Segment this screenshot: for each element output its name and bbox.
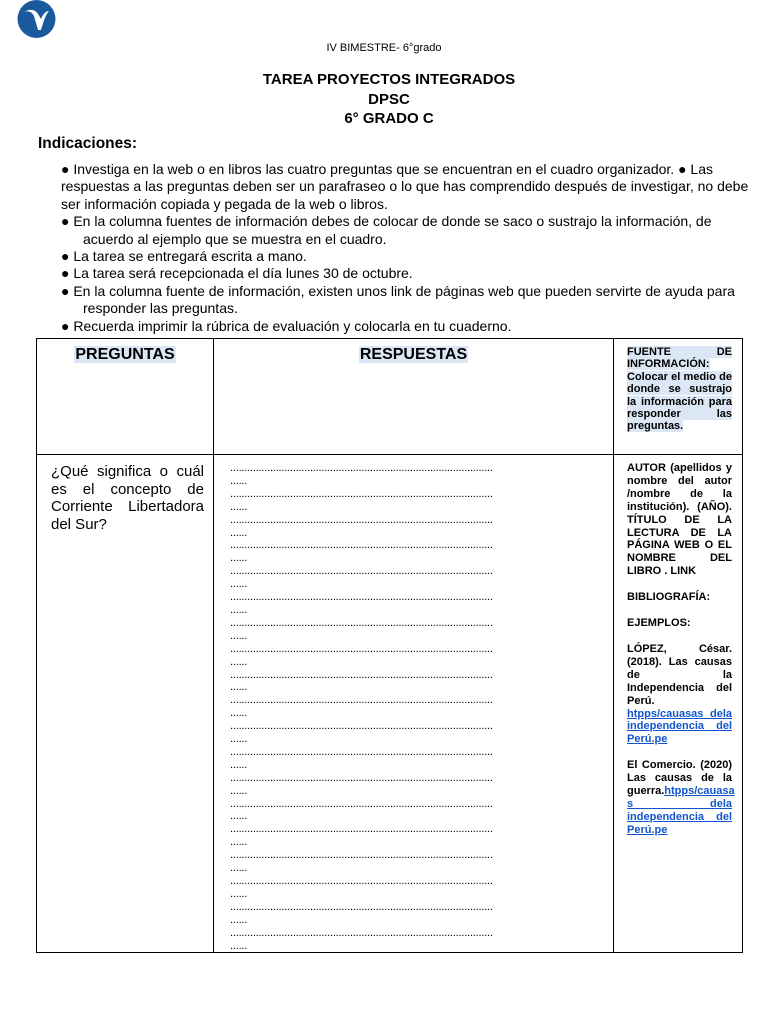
answer-line: ............................................................................................ — [230, 591, 493, 604]
title-line-3: 6° GRADO C — [344, 110, 434, 127]
answer-line-tail: ...... — [230, 887, 248, 900]
example-2-link[interactable]: htpps/cauasa s dela independencia del Perú.pe — [627, 785, 735, 836]
answer-line: ............................................................................................ — [230, 616, 493, 629]
example-1-text: LÓPEZ, César. (2018). Las causas de la Independencia del Perú. — [627, 642, 732, 707]
answer-line-tail: ...... — [230, 707, 248, 720]
example-2 — [627, 759, 735, 836]
answer-line: ............................................................................................ — [230, 487, 493, 500]
answer-line: ............................................................................................ — [230, 926, 493, 939]
answer-line-tail: ...... — [230, 655, 248, 668]
answer-line: ............................................................................................ — [230, 539, 493, 552]
answer-line: ............................................................................................ — [230, 745, 493, 758]
answer-line: ............................................................................................ — [230, 771, 493, 784]
document-title — [0, 70, 768, 129]
answer-line: ............................................................................................ — [230, 462, 493, 474]
answer-line-tail: ...... — [230, 810, 248, 823]
instructions-list — [61, 161, 751, 335]
answer-line: ............................................................................................ — [230, 900, 493, 913]
answer-cell — [214, 455, 614, 953]
bimester-label: IV BIMESTRE- 6°grado — [326, 42, 442, 54]
respuestas-header-cell — [214, 339, 614, 455]
answer-line-tail: ...... — [230, 526, 248, 539]
answer-line: ............................................................................................ — [230, 823, 493, 836]
preguntas-header-cell — [37, 339, 214, 455]
respuestas-header: RESPUESTAS — [359, 346, 468, 363]
answer-dotted-lines[interactable] — [214, 455, 613, 952]
example-1-link[interactable]: htpps/cauasas dela independencia del Perú.pe — [627, 707, 732, 746]
answer-line: ............................................................................................ — [230, 565, 493, 578]
answer-line: ............................................................................................ — [230, 875, 493, 887]
answer-line: ............................................................................................ — [230, 642, 493, 655]
answer-line: ............................................................................................ — [230, 694, 493, 707]
title-line-1: TAREA PROYECTOS INTEGRADOS — [262, 71, 516, 88]
title-line-2: DPSC — [368, 90, 410, 108]
instruction-item: ● En la columna fuente de información, existen unos link de páginas web que pueden servirte de ayuda para — [61, 282, 735, 299]
answer-line-tail: ...... — [230, 862, 248, 875]
answer-line-tail: ...... — [230, 913, 248, 926]
table-row — [37, 455, 743, 953]
answer-line-tail: ...... — [230, 578, 248, 591]
answer-line: ............................................................................................ — [230, 513, 493, 526]
answer-line-tail: ...... — [230, 603, 248, 616]
instruction-item: ● Investiga en la web o en libros las cuatro preguntas que se encuentran en el cuadro organizador. ● Las respuestas a las preguntas deben ser un parafraseo o lo que has comprendido después de investigar, no debe ser información copiada y pegada de la web o libros. — [61, 161, 749, 212]
fuente-header-cell — [614, 339, 743, 455]
answer-line: ............................................................................................ — [230, 797, 493, 810]
bibliography-label: BIBLIOGRAFÍA: — [627, 591, 711, 604]
source-cell — [614, 455, 743, 953]
answer-line-tail: ...... — [230, 836, 248, 849]
instruction-item: ● La tarea se entregará escrita a mano. — [61, 248, 307, 265]
answer-line-tail: ...... — [230, 784, 248, 797]
answer-line-tail: ...... — [230, 758, 248, 771]
answer-line: ............................................................................................ — [230, 849, 493, 862]
examples-label: EJEMPLOS: — [627, 617, 691, 630]
example-1 — [627, 643, 732, 746]
table-header-row — [37, 339, 743, 455]
answer-line: ............................................................................................ — [230, 720, 493, 733]
answer-line-tail: ...... — [230, 552, 248, 565]
organizer-table — [36, 338, 743, 953]
instruction-item: responder las preguntas. — [83, 300, 238, 317]
answer-line-tail: ...... — [230, 939, 248, 952]
answer-line-tail: ...... — [230, 681, 248, 694]
fuente-header: FUENTE DE INFORMACIÓN: Colocar el medio de donde se sustrajo la información para responder las preguntas. — [627, 346, 732, 433]
question-cell — [37, 455, 214, 953]
preguntas-header: PREGUNTAS — [75, 346, 175, 363]
answer-line-tail: ...... — [230, 629, 248, 642]
instruction-item: ● En la columna fuentes de información debes de colocar de donde se saco o sustrajo la información, de — [61, 213, 712, 230]
answer-line-tail: ...... — [230, 500, 248, 513]
answer-line-tail: ...... — [230, 474, 248, 487]
example-2-text: El Comercio. (2020) Las causas de la guerra. — [627, 759, 732, 798]
instructions-heading: Indicaciones: — [38, 135, 138, 152]
question-text: ¿Qué significa o cuál es el concepto de Corriente Libertadora del Sur? — [51, 463, 204, 533]
source-info — [614, 455, 742, 837]
instruction-item: acuerdo al ejemplo que se muestra en el cuadro. — [83, 230, 387, 247]
instruction-item: ● La tarea será recepcionada el día lunes 30 de octubre. — [61, 265, 413, 282]
school-logo — [16, 0, 57, 40]
source-format: AUTOR (apellidos y nombre del autor /nombre de la institución). (AÑO). TÍTULO DE LA LECTURA DE LA PÁGINA WEB O EL NOMBRE DEL LIBRO . LINK — [627, 462, 732, 578]
answer-line: ............................................................................................ — [230, 668, 493, 681]
instruction-item: ● Recuerda imprimir la rúbrica de evaluación y colocarla en tu cuaderno. — [61, 317, 512, 334]
answer-line-tail: ...... — [230, 733, 248, 746]
